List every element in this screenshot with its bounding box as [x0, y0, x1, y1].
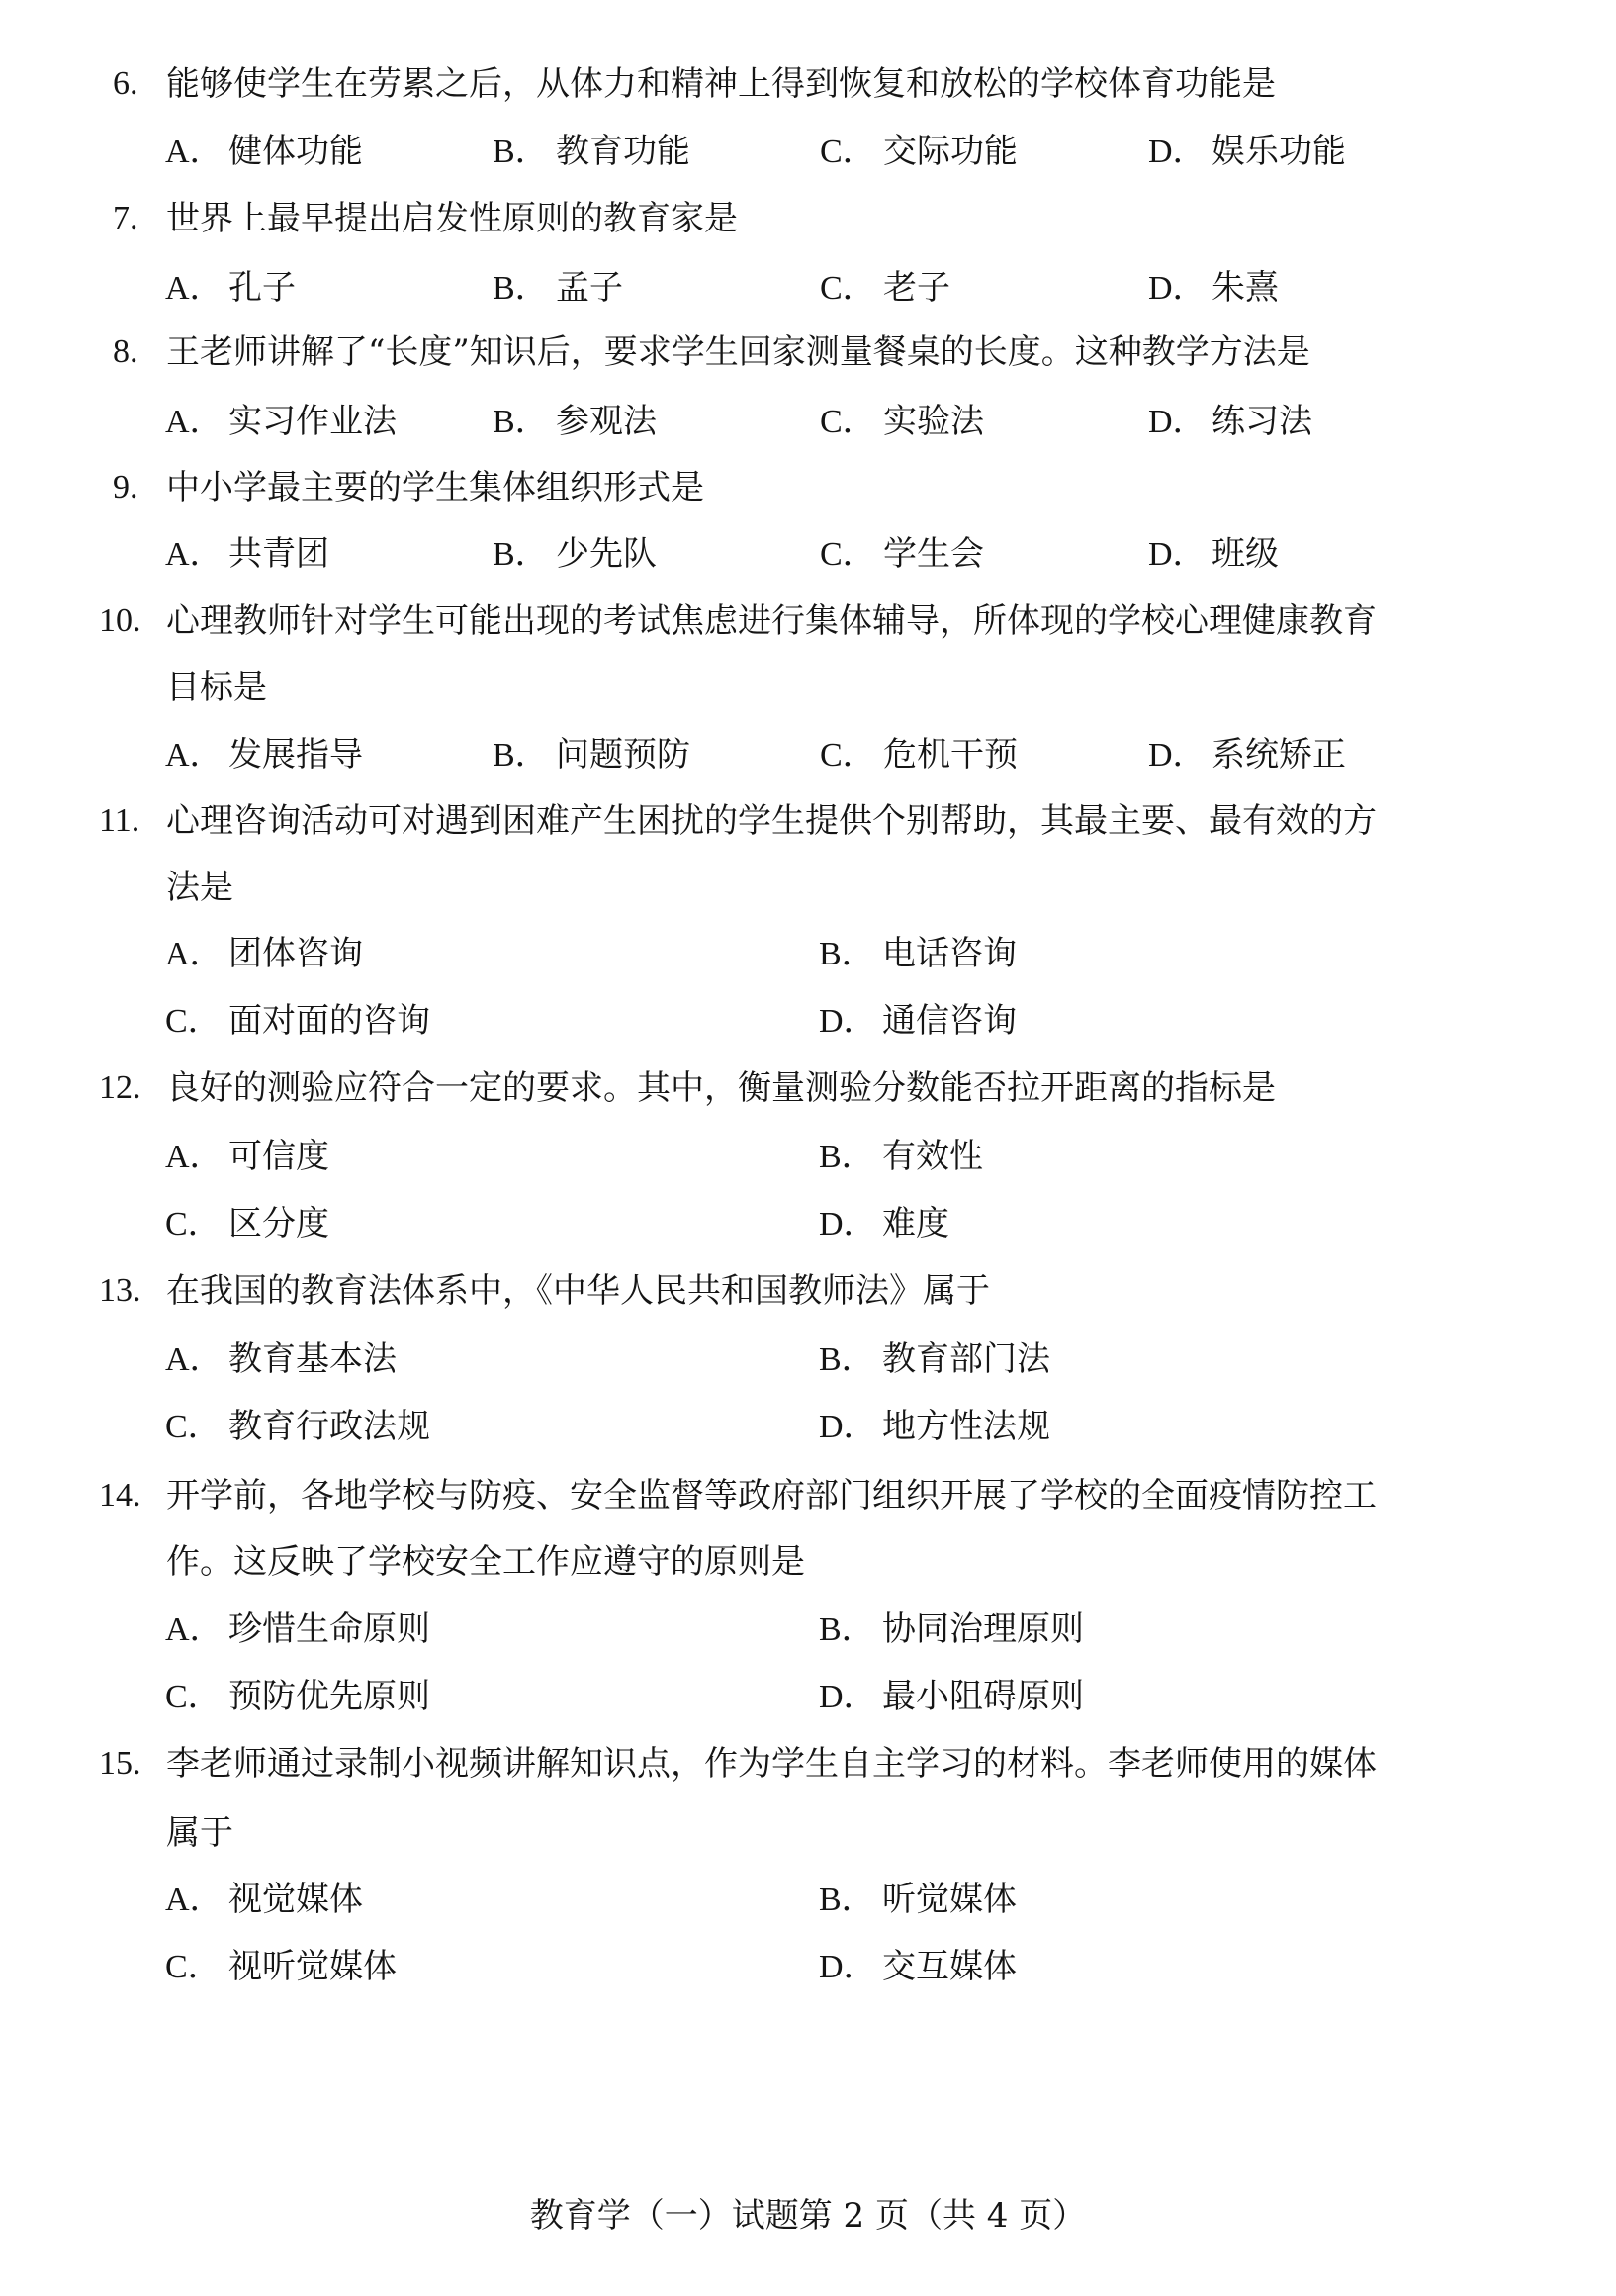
option-d[interactable]: D． 朱熹	[1148, 268, 1279, 308]
option-c[interactable]: C． 危机干预	[820, 735, 1018, 775]
option-d[interactable]: D． 最小阻碍原则	[819, 1677, 1084, 1716]
option-c[interactable]: C． 教育行政法规	[165, 1407, 430, 1446]
question-text: 心理教师针对学生可能出现的考试焦虑进行集体辅导，所体现的学校心理健康教育	[166, 601, 1377, 641]
option-a[interactable]: A． 健体功能	[165, 132, 363, 171]
option-a[interactable]: A． 教育基本法	[165, 1339, 397, 1379]
option-b[interactable]: B． 电话咨询	[819, 934, 1017, 973]
option-a[interactable]: A． 珍惜生命原则	[165, 1609, 430, 1649]
question-text: 目标是	[166, 668, 267, 707]
option-d[interactable]: D． 通信咨询	[819, 1001, 1017, 1041]
option-d[interactable]: D． 地方性法规	[819, 1407, 1050, 1446]
question-text: 法是	[166, 868, 233, 907]
option-b[interactable]: B． 教育部门法	[819, 1339, 1050, 1379]
option-b[interactable]: B． 孟子	[493, 268, 623, 308]
question-text: 心理咨询活动可对遇到困难产生困扰的学生提供个别帮助，其最主要、最有效的方	[166, 801, 1377, 841]
question-number: 10.	[99, 602, 141, 639]
option-a[interactable]: A． 发展指导	[165, 735, 363, 775]
question-number: 11.	[99, 802, 140, 839]
option-d[interactable]: D． 难度	[819, 1204, 949, 1243]
question-number: 9.	[113, 469, 138, 505]
question-text: 良好的测验应符合一定的要求。其中，衡量测验分数能否拉开距离的指标是	[166, 1068, 1276, 1108]
question-number: 14.	[99, 1477, 141, 1514]
option-d[interactable]: D． 班级	[1148, 534, 1279, 574]
option-d[interactable]: D． 练习法	[1148, 402, 1312, 441]
question-number: 7.	[113, 200, 138, 236]
question-text: 在我国的教育法体系中，《中华人民共和国教师法》属于	[166, 1271, 990, 1311]
option-c[interactable]: C． 学生会	[820, 534, 984, 574]
question-number: 8.	[113, 333, 138, 370]
option-c[interactable]: C． 面对面的咨询	[165, 1001, 430, 1041]
question-number: 6.	[113, 65, 138, 102]
option-a[interactable]: A． 共青团	[165, 534, 329, 574]
option-d[interactable]: D． 交互媒体	[819, 1947, 1017, 1986]
question-number: 13.	[99, 1272, 141, 1309]
option-b[interactable]: B． 协同治理原则	[819, 1609, 1084, 1649]
option-c[interactable]: C． 实验法	[820, 402, 984, 441]
option-a[interactable]: A． 实习作业法	[165, 402, 397, 441]
question-text: 李老师通过录制小视频讲解知识点，作为学生自主学习的材料。李老师使用的媒体	[166, 1744, 1377, 1784]
page-footer: 教育学（一）试题第 2 页（共 4 页）	[529, 2196, 1087, 2236]
option-a[interactable]: A． 可信度	[165, 1137, 329, 1176]
question-text: 世界上最早提出启发性原则的教育家是	[166, 199, 738, 238]
option-b[interactable]: B． 参观法	[493, 402, 657, 441]
question-number: 12.	[99, 1069, 141, 1106]
option-b[interactable]: B． 问题预防	[493, 735, 690, 775]
option-a[interactable]: A． 视觉媒体	[165, 1880, 363, 1919]
option-b[interactable]: B． 教育功能	[493, 132, 690, 171]
question-text: 王老师讲解了“长度”知识后，要求学生回家测量餐桌的长度。这种教学方法是	[166, 332, 1310, 372]
question-text: 中小学最主要的学生集体组织形式是	[166, 468, 704, 507]
question-text: 属于	[166, 1813, 233, 1853]
question-number: 15.	[99, 1745, 141, 1782]
option-b[interactable]: B． 有效性	[819, 1137, 983, 1176]
option-b[interactable]: B． 少先队	[493, 534, 657, 574]
option-c[interactable]: C． 区分度	[165, 1204, 329, 1243]
question-text: 作。这反映了学校安全工作应遵守的原则是	[166, 1542, 805, 1582]
question-text: 能够使学生在劳累之后，从体力和精神上得到恢复和放松的学校体育功能是	[166, 64, 1276, 104]
option-c[interactable]: C． 视听觉媒体	[165, 1947, 397, 1986]
option-d[interactable]: D． 娱乐功能	[1148, 132, 1346, 171]
option-b[interactable]: B． 听觉媒体	[819, 1880, 1017, 1919]
option-a[interactable]: A． 孔子	[165, 268, 296, 308]
option-d[interactable]: D． 系统矫正	[1148, 735, 1346, 775]
option-c[interactable]: C． 交际功能	[820, 132, 1018, 171]
option-c[interactable]: C． 预防优先原则	[165, 1677, 430, 1716]
option-c[interactable]: C． 老子	[820, 268, 950, 308]
question-text: 开学前，各地学校与防疫、安全监督等政府部门组织开展了学校的全面疫情防控工	[166, 1476, 1377, 1515]
option-a[interactable]: A． 团体咨询	[165, 934, 363, 973]
